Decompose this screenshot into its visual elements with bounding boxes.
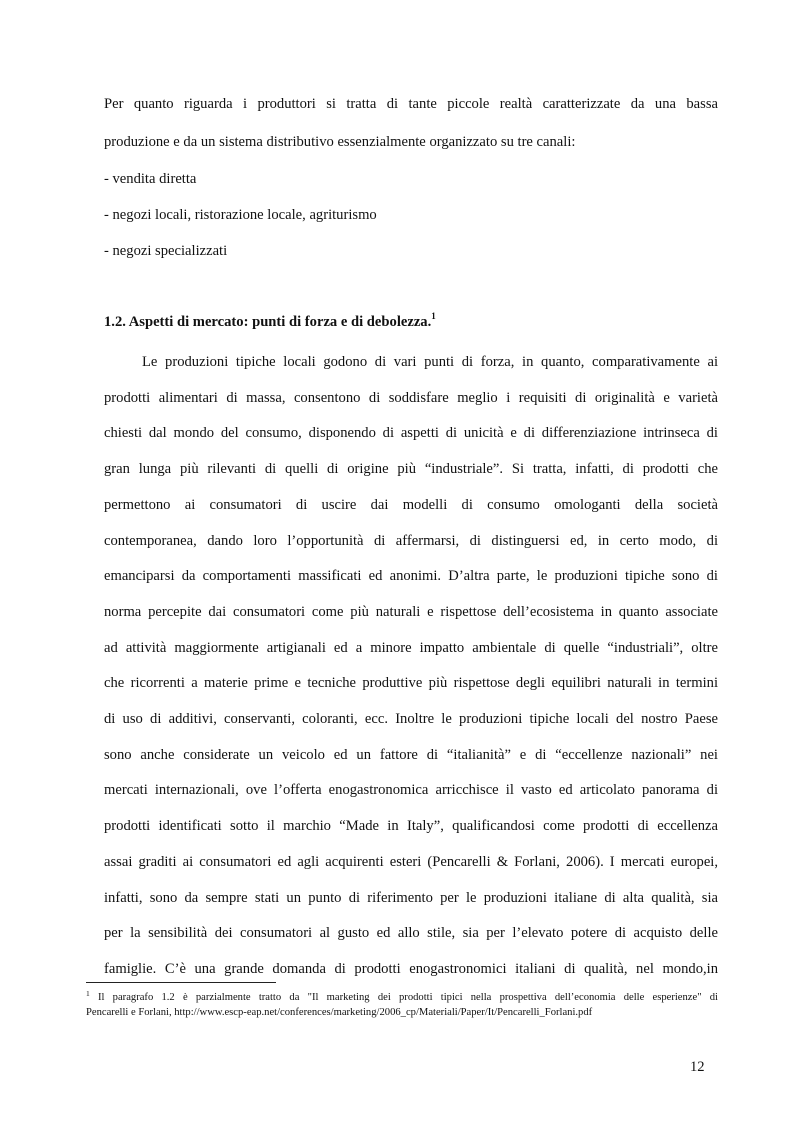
body-line: ad attività maggiormente artigianali ed a minore impatto ambientale di quelle “industriali”, oltre: [104, 639, 718, 656]
footnote-marker: 1: [86, 989, 90, 998]
body-line: Le produzioni tipiche locali godono di vari punti di forza, in quanto, comparativamente ai: [142, 354, 718, 370]
body-line: prodotti identificati sotto il marchio “Made in Italy”, qualificandosi come prodotti di eccellenza: [104, 818, 718, 835]
footnote-line-2: Pencarelli e Forlani, http://www.escp-eap.net/conferences/marketing/2006_cp/Materiali/Paper/It/Pencarelli_Forlani.pdf: [86, 1007, 593, 1018]
body-line: chiesti dal mondo del consumo, disponendo di aspetti di unicità e di differenziazione intrinseca di: [104, 425, 718, 442]
body-line: gran lunga più rilevanti di quelli di origine più “industriale”. Si tratta, infatti, di prodotti che: [104, 461, 718, 478]
section-title: 1.2. Aspetti di mercato: punti di forza e di debolezza.: [104, 314, 432, 330]
body-line: infatti, sono da sempre stati un punto di riferimento per le produzioni italiane di alta qualità, sia: [104, 889, 718, 906]
body-line: prodotti alimentari di massa, consentono di soddisfare meglio i requisiti di originalità e varietà: [104, 389, 718, 406]
intro-line-1: Per quanto riguarda i produttori si tratta di tante piccole realtà caratterizzate da una bassa: [104, 96, 718, 112]
channel-list-item: - vendita diretta: [104, 171, 197, 187]
body-line: assai graditi ai consumatori ed agli acquirenti esteri (Pencarelli & Forlani, 2006). I mercati europei,: [104, 853, 718, 870]
channel-list-item: - negozi locali, ristorazione locale, agriturismo: [104, 207, 377, 223]
footnote-divider: [86, 982, 276, 983]
body-line: che ricorrenti a materie prime e tecniche produttive più rispettose degli equilibri naturali in termini: [104, 675, 718, 692]
body-line: contemporanea, dando loro l’opportunità di affermarsi, di distinguersi ed, in certo modo, di: [104, 532, 718, 549]
footnote-ref: 1: [431, 311, 436, 321]
section-heading: [104, 313, 436, 331]
intro-line-2: produzione e da un sistema distributivo essenzialmente organizzato su tre canali:: [104, 134, 576, 150]
body-line: emanciparsi da comportamenti massificati ed anonimi. D’altra parte, le produzioni tipiche sono di: [104, 568, 718, 585]
body-line: famiglie. C’è una grande domanda di prodotti enogastronomici italiani di qualità, nel mondo,in: [104, 960, 718, 977]
body-line: norma percepite dai consumatori come più naturali e rispettose dell’ecosistema in quanto associate: [104, 603, 718, 620]
body-line: permettono ai consumatori di uscire dai modelli di consumo omologanti della società: [104, 496, 718, 513]
body-line: per la sensibilità dei consumatori al gusto ed allo stile, sia per l’elevato potere di acquisto delle: [104, 925, 718, 942]
body-line: di uso di additivi, conservanti, coloranti, ecc. Inoltre le produzioni tipiche locali del nostro Paese: [104, 711, 718, 727]
footnote-line-1: $^1$ Il paragrafo 1.2 è parzialmente tratto da "Il marketing dei prodotti tipici nella prospettiva dell’economia delle esperienze" di: [86, 989, 718, 1003]
body-line: mercati internazionali, ove l’offerta enogastronomica arricchisce il vasto ed articolato panorama di: [104, 782, 718, 799]
body-line: sono anche considerate un veicolo ed un fattore di “italianità” e di “eccellenze nazionali” nei: [104, 746, 718, 763]
channel-list-item: - negozi specializzati: [104, 243, 228, 259]
page-number: 12: [690, 1059, 705, 1075]
